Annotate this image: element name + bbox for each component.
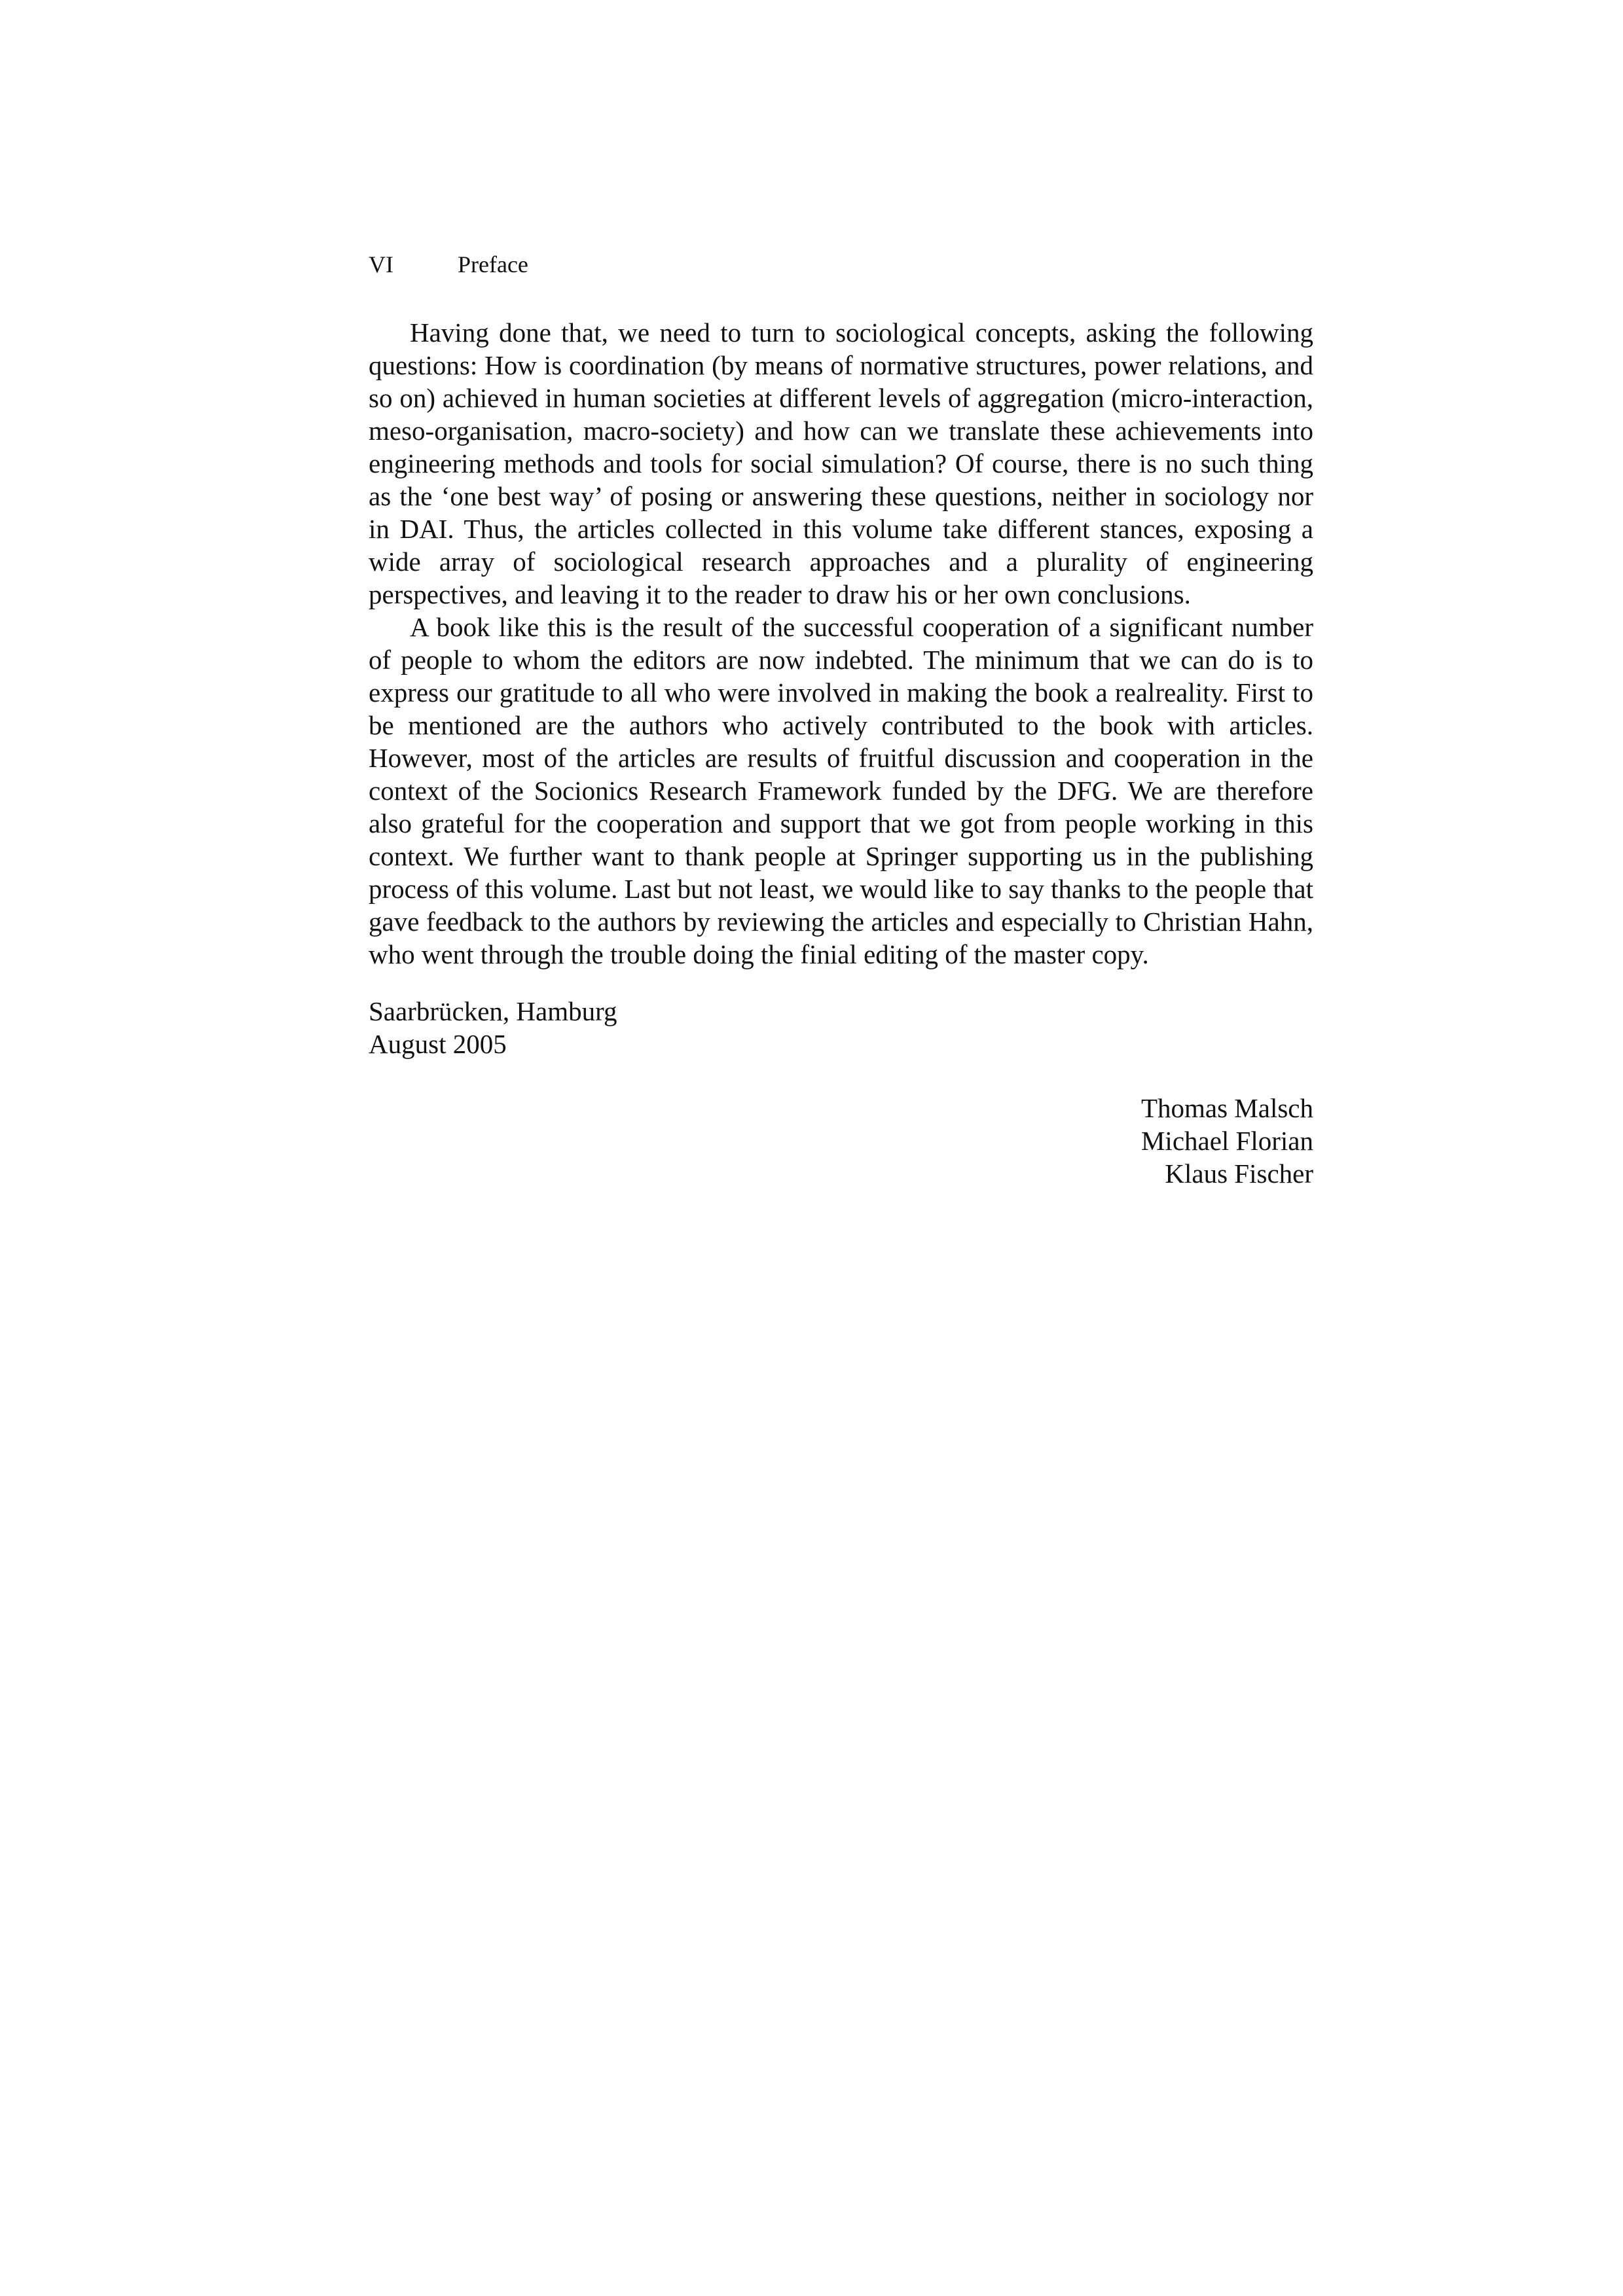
paragraph-1: Having done that, we need to turn to sociological concepts, asking the following questions: How is coordination (by means of normative structures, power relations, and so on) achieved in human societies at different levels of aggregation (micro-interaction, meso-organisation, macro-society) and how can we translate these achievements into engineering methods and tools for social simulation? Of course, there is no such thing as the ‘one best way’ of posing or answering these questions, neither in sociology nor in DAI. Thus, the articles collected in this volume take different stances, exposing a wide array of sociological research approaches and a plurality of engineering perspectives, and leaving it to the reader to draw his or her own conclusions. bbox=[369, 317, 1313, 609]
running-title: Preface bbox=[458, 251, 528, 278]
editor-name: Thomas Malsch bbox=[1140, 1093, 1313, 1123]
editor-signatures bbox=[1141, 1092, 1313, 1190]
editor-name: Michael Florian bbox=[1140, 1126, 1313, 1156]
editor-name: Klaus Fischer bbox=[1165, 1158, 1313, 1189]
dateline bbox=[369, 995, 617, 1060]
place: Saarbrücken, Hamburg bbox=[369, 996, 617, 1026]
paragraph-2: A book like this is the result of the successful cooperation of a significant number of people to whom the editors are now indebted. The minimum that we can do is to express our gratitude to all who were involved in making the book a realreality. First to be mentioned are the authors who actively contributed to the book with articles. However, most of the articles are results of fruitful discussion and cooperation in the context of the Socionics Research Framework funded by the DFG. We are therefore also grateful for the cooperation and support that we got from people working in this context. We further want to thank people at Springer supporting us in the publishing process of this volume. Last but not least, we would like to say thanks to the people that gave feedback to the authors by reviewing the articles and especially to Christian Hahn, who went through the trouble doing the finial editing of the master copy. bbox=[369, 612, 1313, 969]
running-head bbox=[369, 249, 528, 280]
date: August 2005 bbox=[369, 1029, 507, 1059]
page-number: VI bbox=[369, 251, 393, 278]
preface-body bbox=[369, 316, 1313, 971]
